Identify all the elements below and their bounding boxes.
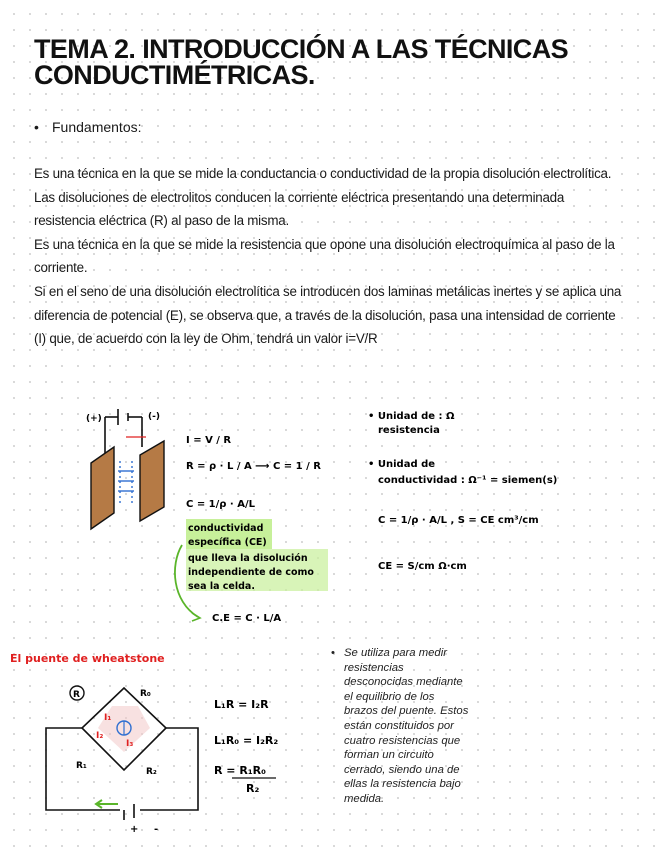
unit-conductivity: • Unidad de [368, 459, 436, 470]
label-I1: I₁ [104, 713, 112, 723]
cond-note-line: sea la celda. [188, 581, 255, 592]
note-line: desconocidas mediante [344, 676, 463, 689]
paragraph: Es una técnica en la que se mide la resistencia que opone una disolución electroquímica al paso de la corriente. [34, 236, 615, 276]
unit-resistance-label: resistencia [378, 425, 440, 436]
eq-conductance: C = 1/ρ · A/L [186, 499, 255, 510]
plate-right [140, 441, 164, 521]
bridge-eq-3-num: R = R₁R₀ [214, 764, 266, 777]
unit-resistance: • Unidad de : Ω [368, 411, 455, 422]
eq-c-units: C = 1/ρ · A/L , S = CE cm³/cm [378, 515, 539, 526]
label-I3: I₃ [126, 739, 134, 749]
cond-note-line: que lleva la disolución [188, 553, 308, 564]
eq-ohm: I = V / R [186, 435, 232, 446]
paragraph: Si en el seno de una disolución electrolítica se introducen dos laminas metálicas inertes y se aplica una diferencia de potencial (E), se observa que, a través de la disolución, pasa una intensidad de corriente (I) que, de acuerdo con la ley de Ohm, tendrá un valor i=V/R [34, 283, 622, 347]
note-line: resistencias [344, 661, 404, 674]
label-R: R [73, 690, 80, 700]
wheatstone-diagram [0, 640, 340, 848]
section-heading [34, 119, 142, 135]
cell-minus-label: (-) [148, 412, 160, 422]
body-text [34, 162, 624, 351]
label-plus: + [130, 824, 139, 835]
section-label: Fundamentos: [52, 119, 142, 135]
note-line: Se utiliza para medir [344, 647, 447, 659]
eq-ce: C.E = C · L/A [212, 613, 282, 624]
label-I2: I₂ [96, 731, 104, 741]
green-arrow-head [192, 613, 200, 621]
page-title [34, 36, 634, 88]
eq-resistance: R = ρ · L / A ⟶ C = 1 / R [186, 461, 321, 472]
label-R2: R₂ [146, 767, 157, 777]
note-line: el equilibrio de los [344, 690, 435, 703]
battery-icon [124, 804, 134, 820]
eq-ce-units: CE = S/cm Ω·cm [378, 561, 467, 572]
bridge-eq-3-den: R₂ [246, 782, 260, 795]
note-line: ellas la resistencia bajo [344, 778, 461, 791]
bridge-eq-1: L₁R = I₂R [214, 698, 269, 711]
cell-plus-label: (+) [86, 414, 102, 424]
title-line-2: CONDUCTIMÉTRICAS. [34, 60, 315, 90]
wheatstone-heading: El puente de wheatstone [10, 652, 165, 665]
note-bullet-icon: • [331, 647, 335, 659]
wheatstone-note [331, 646, 490, 807]
cond-note-line: específica (CE) [188, 537, 267, 548]
note-line: medida. [344, 792, 385, 805]
ion-arrows [118, 461, 134, 503]
cell-diagram [0, 395, 656, 640]
plate-left [91, 447, 114, 529]
note-line: brazos del puente. Estos [344, 705, 469, 718]
note-line: forman un circuito [344, 749, 434, 762]
label-R1: R₁ [76, 761, 87, 771]
bridge-eq-2: L₁R₀ = I₂R₂ [214, 734, 279, 747]
label-R0: R₀ [140, 689, 151, 699]
cond-note-line: conductividad [188, 523, 264, 534]
paragraph: Es una técnica en la que se mide la conductancia o conductividad de la propia disolución electrolítica. [34, 166, 612, 181]
cond-note-line: independiente de como [188, 567, 314, 578]
title-line-1: TEMA 2. INTRODUCCIÓN A LAS TÉCNICAS [34, 34, 569, 64]
note-line: cuatro resistencias que [344, 734, 461, 747]
paragraph: Las disoluciones de electrolitos conducen la corriente eléctrica presentando una determinada resistencia eléctrica (R) al paso de la misma. [34, 189, 565, 229]
note-line: están constituidos por [344, 719, 454, 732]
note-line: cerrado, siendo una de [344, 763, 460, 776]
bullet-icon: • [34, 119, 39, 135]
unit-conductivity-label: conductividad : Ω⁻¹ = siemen(s) [378, 475, 558, 486]
label-minus: - [154, 824, 159, 835]
